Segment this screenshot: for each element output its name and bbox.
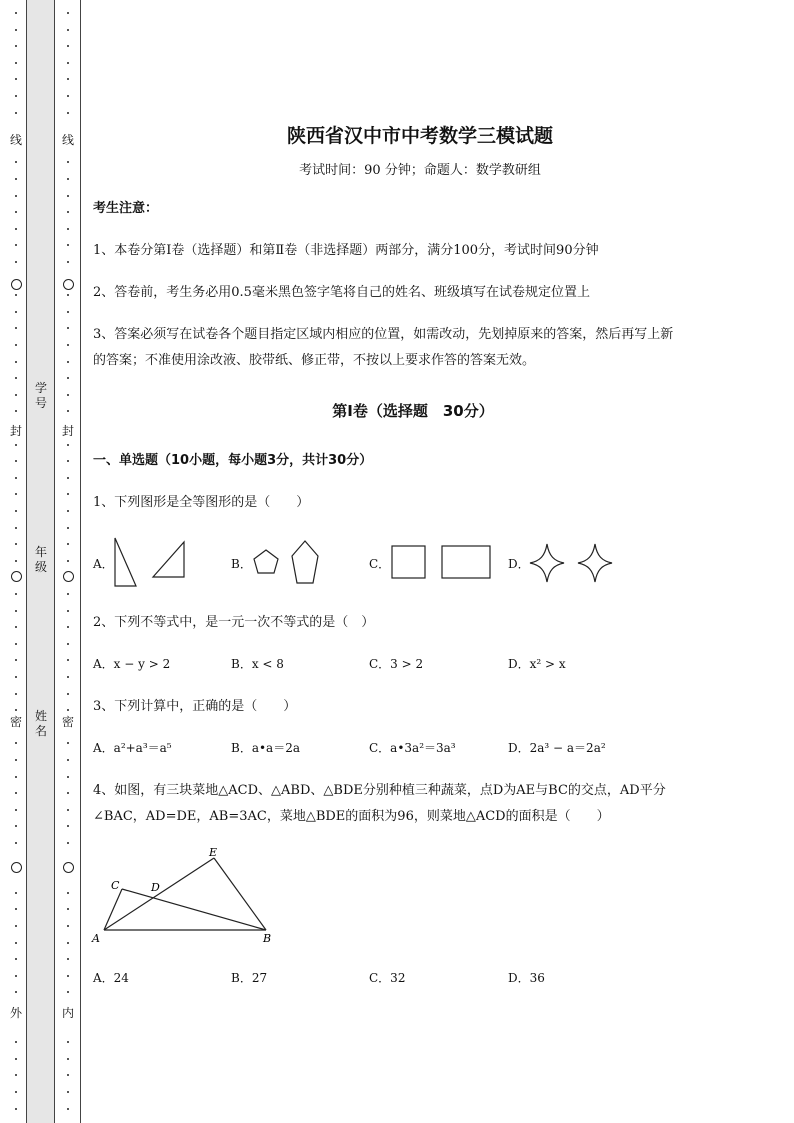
seal-dot: [67, 62, 69, 64]
notice-item: 3、答案必须写在试卷各个题目指定区域内相应的位置，如需改动，先划掉原来的答案，然后再写上新: [93, 327, 674, 342]
seal-dot: [15, 510, 17, 512]
seal-marker-line: 线: [61, 133, 74, 147]
seal-dot: [15, 178, 17, 180]
seal-dot: [67, 942, 69, 944]
seal-dot: [15, 228, 17, 230]
seal-dot: [15, 477, 17, 479]
seal-dot: [15, 78, 17, 80]
seal-dot: [67, 361, 69, 363]
seal-dot: [15, 527, 17, 529]
seal-dot: [67, 742, 69, 744]
seal-dot: [15, 693, 17, 695]
seal-dot: [67, 444, 69, 446]
seal-dot: [67, 991, 69, 993]
option-c: C．3 > 2: [369, 657, 424, 671]
seal-dot: [67, 892, 69, 894]
seal-dot: [67, 1041, 69, 1043]
seal-marker-outer: 外: [9, 1006, 22, 1020]
notice-heading: 考生注意：: [93, 201, 159, 216]
option-label-d: D．: [508, 557, 530, 571]
seal-dot: [67, 1058, 69, 1060]
seal-dot: [15, 991, 17, 993]
seal-dot: [67, 45, 69, 47]
seal-dot: [15, 776, 17, 778]
seal-dot: [15, 493, 17, 495]
option-a-triangles: [112, 536, 188, 588]
field-label-student-id: 学号: [34, 381, 47, 410]
seal-dot: [67, 759, 69, 761]
seal-dot: [15, 975, 17, 977]
seal-dot: [15, 809, 17, 811]
option-d: D．x² > x: [508, 657, 566, 671]
seal-dot: [67, 195, 69, 197]
seal-dot: [67, 958, 69, 960]
seal-dot: [15, 543, 17, 545]
seal-dot: [15, 1091, 17, 1093]
option-a: A．x − y > 2: [93, 657, 171, 671]
seal-circle: [63, 571, 74, 582]
option-a: A．24: [93, 971, 129, 985]
seal-dot: [15, 244, 17, 246]
seal-circle: [63, 279, 74, 290]
option-label-b: B．: [231, 557, 252, 571]
seal-dot: [67, 825, 69, 827]
point-label-a: A: [92, 932, 100, 945]
seal-dot: [15, 62, 17, 64]
seal-dot: [67, 809, 69, 811]
option-c: C．a•3a²＝3a³: [369, 741, 456, 755]
option-c: C．32: [369, 971, 406, 985]
seal-dot: [15, 311, 17, 313]
seal-dot: [67, 792, 69, 794]
seal-dot: [67, 78, 69, 80]
notice-item: 的答案；不准使用涂改液、胶带纸、修正带，不按以上要求作答的答案无效。: [93, 353, 536, 368]
option-c-rectangles: [390, 544, 494, 582]
seal-dot: [15, 1058, 17, 1060]
seal-dot: [67, 527, 69, 529]
seal-dot: [67, 493, 69, 495]
seal-dot: [15, 610, 17, 612]
point-label-e: E: [209, 846, 218, 859]
seal-dot: [67, 908, 69, 910]
part-heading: 一、单选题（10小题，每小题3分，共计30分）: [93, 453, 373, 468]
option-b-pentagons: [250, 538, 324, 588]
seal-dot: [15, 709, 17, 711]
seal-dot: [15, 211, 17, 213]
seal-dot: [15, 892, 17, 894]
option-label-c: C．: [369, 557, 391, 571]
option-d: D．2a³ − a＝2a²: [508, 741, 606, 755]
option-d-stars: [528, 542, 618, 584]
seal-dot: [15, 792, 17, 794]
seal-dot: [67, 294, 69, 296]
seal-dot: [15, 394, 17, 396]
seal-dot: [67, 394, 69, 396]
seal-dot: [15, 261, 17, 263]
seal-dot: [15, 676, 17, 678]
question-stem: 4、如图，有三块菜地△ACD、△ABD、△BDE分别种植三种蔬菜，点D为AE与BC的交点，AD平分: [93, 783, 666, 798]
seal-dot: [15, 1074, 17, 1076]
seal-dot: [67, 510, 69, 512]
seal-dot: [67, 344, 69, 346]
seal-dot: [67, 477, 69, 479]
seal-dot: [67, 178, 69, 180]
seal-dot: [67, 543, 69, 545]
seal-marker-line: 线: [9, 133, 22, 147]
seal-circle: [11, 571, 22, 582]
seal-dot: [67, 311, 69, 313]
seal-dot: [67, 842, 69, 844]
seal-dot: [67, 643, 69, 645]
seal-dot: [15, 95, 17, 97]
seal-dot: [67, 693, 69, 695]
seal-dot: [67, 593, 69, 595]
seal-dot: [67, 709, 69, 711]
seal-dot: [67, 776, 69, 778]
seal-dot: [15, 344, 17, 346]
seal-dot: [15, 327, 17, 329]
section-title: 第Ⅰ卷（选择题 30分）: [332, 402, 494, 420]
seal-dot: [15, 444, 17, 446]
seal-dot: [67, 112, 69, 114]
seal-dot: [67, 560, 69, 562]
seal-dot: [15, 958, 17, 960]
seal-dot: [15, 560, 17, 562]
option-label-a: A．: [93, 557, 114, 571]
exam-info: 考试时间：90 分钟；命题人：数学教研组: [299, 163, 541, 178]
seal-dot: [67, 925, 69, 927]
field-label-name: 姓名: [34, 709, 47, 738]
seal-dot: [15, 377, 17, 379]
seal-dot: [67, 228, 69, 230]
seal-dot: [15, 112, 17, 114]
seal-dot: [67, 610, 69, 612]
seal-dot: [67, 12, 69, 14]
option-d: D．36: [508, 971, 545, 985]
point-label-c: C: [111, 879, 120, 892]
seal-marker-secret: 密: [61, 715, 74, 729]
seal-dot: [67, 626, 69, 628]
question-stem: 3、下列计算中，正确的是（ ）: [93, 699, 297, 714]
seal-dot: [67, 1091, 69, 1093]
seal-circle: [11, 862, 22, 873]
seal-dot: [15, 825, 17, 827]
page-title: 陕西省汉中市中考数学三模试题: [286, 125, 553, 147]
point-label-b: B: [263, 932, 272, 945]
seal-marker-secret: 密: [9, 715, 22, 729]
seal-dot: [15, 626, 17, 628]
seal-dot: [15, 593, 17, 595]
seal-dot: [15, 942, 17, 944]
seal-dot: [67, 460, 69, 462]
seal-dot: [67, 244, 69, 246]
seal-marker-inner: 内: [61, 1006, 74, 1020]
seal-dot: [15, 29, 17, 31]
seal-dot: [15, 742, 17, 744]
option-b: B．27: [231, 971, 268, 985]
seal-dot: [15, 294, 17, 296]
seal-dot: [15, 659, 17, 661]
seal-dot: [67, 659, 69, 661]
point-label-d: D: [151, 881, 160, 894]
seal-dot: [15, 1108, 17, 1110]
seal-dot: [15, 361, 17, 363]
seal-dot: [15, 195, 17, 197]
question-stem: 1、下列图形是全等图形的是（ ）: [93, 495, 310, 510]
seal-marker-seal: 封: [61, 424, 74, 438]
seal-dot: [15, 908, 17, 910]
seal-dot: [15, 1041, 17, 1043]
question-stem: ∠BAC，AD=DE，AB=3AC，菜地△BDE的面积为96，则菜地△ACD的面积是（ ）: [93, 809, 610, 824]
question-stem: 2、下列不等式中，是一元一次不等式的是（ ）: [93, 615, 375, 630]
seal-dot: [15, 759, 17, 761]
seal-dot: [67, 1108, 69, 1110]
seal-dot: [67, 975, 69, 977]
seal-dot: [15, 643, 17, 645]
seal-marker-seal: 封: [9, 424, 22, 438]
seal-dot: [67, 676, 69, 678]
seal-dot: [15, 45, 17, 47]
option-a: A．a²+a³＝a⁵: [93, 741, 172, 755]
seal-dot: [15, 842, 17, 844]
seal-dot: [67, 211, 69, 213]
seal-dot: [15, 460, 17, 462]
option-b: B．x < 8: [231, 657, 284, 671]
seal-circle: [63, 862, 74, 873]
seal-dot: [67, 29, 69, 31]
notice-item: 1、本卷分第Ⅰ卷（选择题）和第Ⅱ卷（非选择题）两部分，满分100分，考试时间90分钟: [93, 243, 599, 258]
field-label-grade: 年级: [34, 545, 47, 574]
notice-item: 2、答卷前，考生务必用0.5毫米黑色签字笔将自己的姓名、班级填写在试卷规定位置上: [93, 285, 590, 300]
seal-dot: [67, 1074, 69, 1076]
option-b: B．a•a＝2a: [231, 741, 300, 755]
seal-circle: [11, 279, 22, 290]
seal-dot: [67, 95, 69, 97]
seal-dot: [67, 261, 69, 263]
triangle-figure: [88, 846, 278, 950]
seal-dot: [67, 327, 69, 329]
seal-dot: [67, 377, 69, 379]
seal-dot: [15, 12, 17, 14]
seal-dot: [15, 925, 17, 927]
